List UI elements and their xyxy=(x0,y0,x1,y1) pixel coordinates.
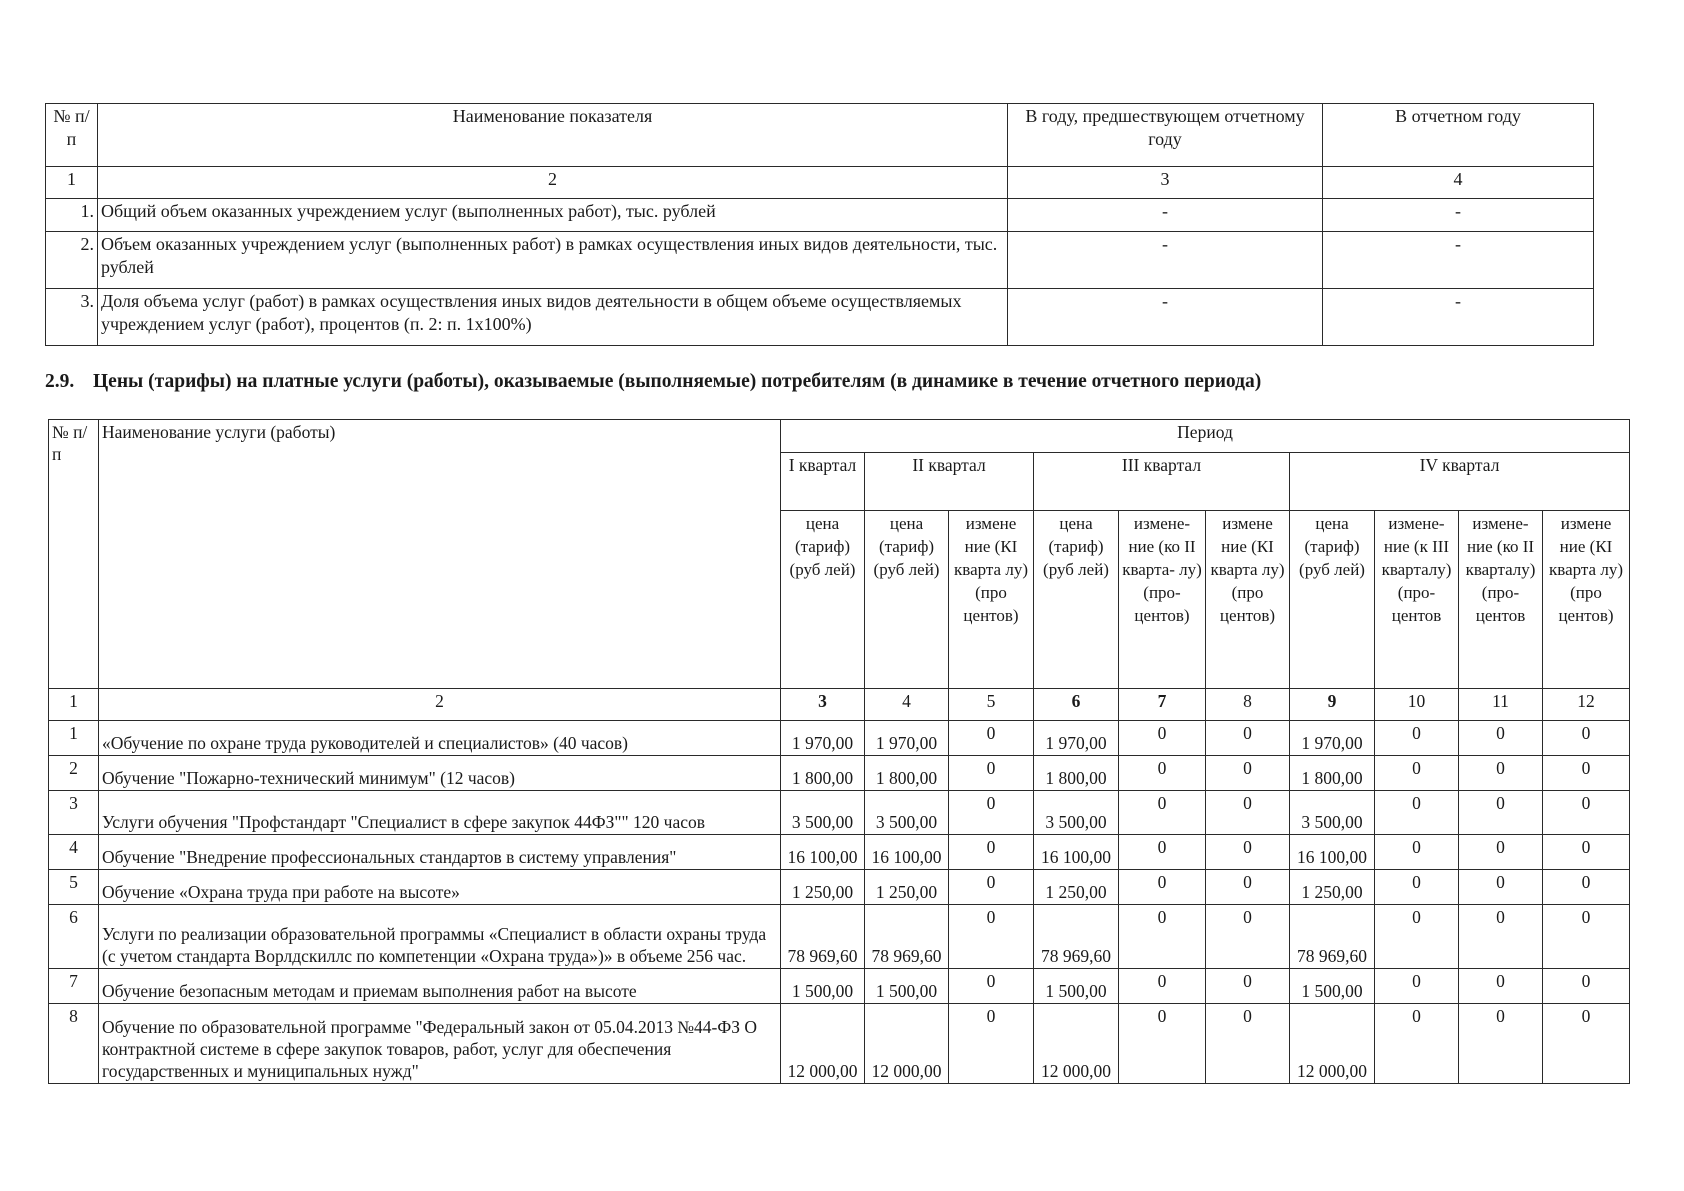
price-q2: 12 000,00 xyxy=(865,1004,949,1084)
change-q4-vs-q1: 0 xyxy=(1543,721,1630,756)
change-q2: 0 xyxy=(949,1004,1034,1084)
service-name: Услуги по реализации образовательной программы «Специалист в области охраны труда (с учетом стандарта Ворлдскиллс по компетенции «Охрана труда»)» в объеме 256 час. xyxy=(99,905,781,969)
row-number: 6 xyxy=(49,905,99,969)
t1-colnum: 3 xyxy=(1008,167,1323,199)
change-q4-vs-q1: 0 xyxy=(1543,756,1630,791)
change-q2: 0 xyxy=(949,791,1034,835)
change-q4-vs-q1: 0 xyxy=(1543,835,1630,870)
change-q4-vs-q3: 0 xyxy=(1375,905,1459,969)
change-q3-vs-q1: 0 xyxy=(1206,1004,1290,1084)
change-q2: 0 xyxy=(949,969,1034,1004)
change-q4-vs-q1: 0 xyxy=(1543,1004,1630,1084)
price-q1: 12 000,00 xyxy=(781,1004,865,1084)
change-q4-vs-q1: 0 xyxy=(1543,905,1630,969)
change-q3-vs-q1: 0 xyxy=(1206,791,1290,835)
table-row xyxy=(49,1004,1630,1084)
service-name: Обучение по образовательной программе "Федеральный закон от 05.04.2013 №44-ФЗ О контрактной системе в сфере закупок товаров, работ, услуг для обеспечения государственных и муниципальных нужд" xyxy=(99,1004,781,1084)
change-q4-vs-q3: 0 xyxy=(1375,870,1459,905)
subheader-price-q3: цена (тариф) (руб лей) xyxy=(1034,511,1119,689)
t2-header-num: № п/п xyxy=(49,420,99,689)
table-row xyxy=(46,232,1594,289)
subheader-change-q2: измене ние (КI кварта лу) (про центов) xyxy=(949,511,1034,689)
t1-header-prev-year: В году, предшествующем отчетному году xyxy=(1008,104,1323,167)
change-q3-vs-q2: 0 xyxy=(1119,756,1206,791)
change-q4-vs-q2: 0 xyxy=(1459,969,1543,1004)
subheader-change-q4-vs-q1: измене ние (КI кварта лу) (про центов) xyxy=(1543,511,1630,689)
price-q2: 3 500,00 xyxy=(865,791,949,835)
service-name: Обучение «Охрана труда при работе на высоте» xyxy=(99,870,781,905)
price-q4: 78 969,60 xyxy=(1290,905,1375,969)
change-q2: 0 xyxy=(949,870,1034,905)
change-q3-vs-q1: 0 xyxy=(1206,835,1290,870)
t1-header-report-year: В отчетном году xyxy=(1323,104,1594,167)
section-title: Цены (тарифы) на платные услуги (работы), оказываемые (выполняемые) потребителям (в динамике в течение отчетного периода) xyxy=(93,371,1262,392)
change-q4-vs-q2: 0 xyxy=(1459,791,1543,835)
report-year-value: - xyxy=(1323,232,1594,289)
t2-colnum-row xyxy=(49,689,1630,721)
t1-colnum: 4 xyxy=(1323,167,1594,199)
price-q4: 16 100,00 xyxy=(1290,835,1375,870)
price-q2: 1 250,00 xyxy=(865,870,949,905)
report-year-value: - xyxy=(1323,199,1594,232)
price-q2: 1 500,00 xyxy=(865,969,949,1004)
t2-colnum: 6 xyxy=(1034,689,1119,721)
price-q3: 78 969,60 xyxy=(1034,905,1119,969)
row-number: 3 xyxy=(49,791,99,835)
t2-colnum: 9 xyxy=(1290,689,1375,721)
row-number: 8 xyxy=(49,1004,99,1084)
change-q4-vs-q3: 0 xyxy=(1375,969,1459,1004)
t2-colnum: 11 xyxy=(1459,689,1543,721)
price-q1: 1 500,00 xyxy=(781,969,865,1004)
subheader-price-q2: цена (тариф) (руб лей) xyxy=(865,511,949,689)
indicators-table xyxy=(45,103,1594,346)
service-name: «Обучение по охране труда руководителей и специалистов» (40 часов) xyxy=(99,721,781,756)
subheader-change-q3-vs-q2: измене- ние (ко II кварта- лу) (про- центов) xyxy=(1119,511,1206,689)
price-q4: 3 500,00 xyxy=(1290,791,1375,835)
price-q1: 1 970,00 xyxy=(781,721,865,756)
table-row xyxy=(49,969,1630,1004)
prev-year-value: - xyxy=(1008,289,1323,346)
t2-colnum: 3 xyxy=(781,689,865,721)
change-q4-vs-q3: 0 xyxy=(1375,791,1459,835)
t2-colnum: 12 xyxy=(1543,689,1630,721)
prices-table-body xyxy=(49,721,1630,1084)
price-q3: 12 000,00 xyxy=(1034,1004,1119,1084)
table-row xyxy=(49,756,1630,791)
change-q4-vs-q2: 0 xyxy=(1459,835,1543,870)
service-name: Обучение "Внедрение профессиональных стандартов в систему управления" xyxy=(99,835,781,870)
prices-table xyxy=(48,419,1630,1084)
t2-colnum: 8 xyxy=(1206,689,1290,721)
change-q4-vs-q1: 0 xyxy=(1543,791,1630,835)
row-number: 2 xyxy=(49,756,99,791)
price-q3: 16 100,00 xyxy=(1034,835,1119,870)
change-q2: 0 xyxy=(949,756,1034,791)
price-q2: 1 970,00 xyxy=(865,721,949,756)
price-q2: 1 800,00 xyxy=(865,756,949,791)
t2-colnum: 4 xyxy=(865,689,949,721)
change-q2: 0 xyxy=(949,721,1034,756)
t2-header-row xyxy=(49,420,1630,453)
change-q2: 0 xyxy=(949,835,1034,870)
row-number: 7 xyxy=(49,969,99,1004)
change-q3-vs-q2: 0 xyxy=(1119,870,1206,905)
price-q1: 16 100,00 xyxy=(781,835,865,870)
service-name: Обучение безопасным методам и приемам выполнения работ на высоте xyxy=(99,969,781,1004)
price-q4: 1 250,00 xyxy=(1290,870,1375,905)
change-q3-vs-q2: 0 xyxy=(1119,1004,1206,1084)
table-row xyxy=(49,870,1630,905)
change-q3-vs-q1: 0 xyxy=(1206,969,1290,1004)
change-q3-vs-q1: 0 xyxy=(1206,721,1290,756)
t2-colnum: 7 xyxy=(1119,689,1206,721)
t2-colnum: 10 xyxy=(1375,689,1459,721)
section-heading xyxy=(45,371,1261,393)
change-q4-vs-q1: 0 xyxy=(1543,870,1630,905)
table-row xyxy=(49,835,1630,870)
t1-header-name: Наименование показателя xyxy=(98,104,1008,167)
change-q3-vs-q1: 0 xyxy=(1206,905,1290,969)
change-q4-vs-q3: 0 xyxy=(1375,721,1459,756)
row-number: 4 xyxy=(49,835,99,870)
price-q1: 78 969,60 xyxy=(781,905,865,969)
price-q4: 1 800,00 xyxy=(1290,756,1375,791)
service-name: Обучение "Пожарно-технический минимум" (12 часов) xyxy=(99,756,781,791)
price-q4: 12 000,00 xyxy=(1290,1004,1375,1084)
row-number: 5 xyxy=(49,870,99,905)
price-q3: 1 800,00 xyxy=(1034,756,1119,791)
price-q3: 1 970,00 xyxy=(1034,721,1119,756)
subheader-price-q4: цена (тариф) (руб лей) xyxy=(1290,511,1375,689)
price-q4: 1 500,00 xyxy=(1290,969,1375,1004)
row-number: 1. xyxy=(46,199,98,232)
change-q4-vs-q3: 0 xyxy=(1375,756,1459,791)
price-q3: 1 500,00 xyxy=(1034,969,1119,1004)
table-row xyxy=(49,721,1630,756)
change-q2: 0 xyxy=(949,905,1034,969)
subheader-change-q4-vs-q2: измене- ние (ко II кварталу) (про- центов xyxy=(1459,511,1543,689)
price-q1: 3 500,00 xyxy=(781,791,865,835)
price-q3: 3 500,00 xyxy=(1034,791,1119,835)
t2-colnum: 5 xyxy=(949,689,1034,721)
quarter-4-header: IV квартал xyxy=(1290,453,1630,511)
price-q3: 1 250,00 xyxy=(1034,870,1119,905)
subheader-price-q1: цена (тариф) (руб лей) xyxy=(781,511,865,689)
change-q4-vs-q2: 0 xyxy=(1459,721,1543,756)
table-row xyxy=(46,289,1594,346)
change-q3-vs-q2: 0 xyxy=(1119,721,1206,756)
t1-header-num: № п/п xyxy=(46,104,98,167)
quarter-1-header: I квартал xyxy=(781,453,865,511)
change-q4-vs-q2: 0 xyxy=(1459,1004,1543,1084)
t1-colnum: 2 xyxy=(98,167,1008,199)
change-q4-vs-q2: 0 xyxy=(1459,756,1543,791)
table1-header-row xyxy=(46,104,1594,167)
change-q3-vs-q1: 0 xyxy=(1206,870,1290,905)
change-q3-vs-q1: 0 xyxy=(1206,756,1290,791)
price-q2: 78 969,60 xyxy=(865,905,949,969)
quarter-3-header: III квартал xyxy=(1034,453,1290,511)
change-q4-vs-q2: 0 xyxy=(1459,905,1543,969)
t1-colnum: 1 xyxy=(46,167,98,199)
change-q4-vs-q2: 0 xyxy=(1459,870,1543,905)
t2-colnum: 1 xyxy=(49,689,99,721)
service-name: Услуги обучения "Профстандарт "Специалист в сфере закупок 44ФЗ"" 120 часов xyxy=(99,791,781,835)
price-q1: 1 800,00 xyxy=(781,756,865,791)
indicator-name: Общий объем оказанных учреждением услуг (выполненных работ), тыс. рублей xyxy=(98,199,1008,232)
price-q4: 1 970,00 xyxy=(1290,721,1375,756)
row-number: 1 xyxy=(49,721,99,756)
indicator-name: Объем оказанных учреждением услуг (выполненных работ) в рамках осуществления иных видов деятельности, тыс. рублей xyxy=(98,232,1008,289)
table-row xyxy=(49,905,1630,969)
change-q4-vs-q3: 0 xyxy=(1375,1004,1459,1084)
prev-year-value: - xyxy=(1008,199,1323,232)
prev-year-value: - xyxy=(1008,232,1323,289)
change-q3-vs-q2: 0 xyxy=(1119,835,1206,870)
subheader-change-q3-vs-q1: измене ние (КI кварта лу) (про центов) xyxy=(1206,511,1290,689)
change-q3-vs-q2: 0 xyxy=(1119,969,1206,1004)
t2-header-period: Период xyxy=(781,420,1630,453)
change-q3-vs-q2: 0 xyxy=(1119,905,1206,969)
row-number: 2. xyxy=(46,232,98,289)
row-number: 3. xyxy=(46,289,98,346)
section-number: 2.9. xyxy=(45,371,75,392)
table-row xyxy=(49,791,1630,835)
change-q3-vs-q2: 0 xyxy=(1119,791,1206,835)
quarter-2-header: II квартал xyxy=(865,453,1034,511)
change-q4-vs-q1: 0 xyxy=(1543,969,1630,1004)
subheader-change-q4-vs-q3: измене- ние (к III кварталу) (про- центов xyxy=(1375,511,1459,689)
price-q2: 16 100,00 xyxy=(865,835,949,870)
table-row xyxy=(46,199,1594,232)
table1-colnum-row xyxy=(46,167,1594,199)
t2-header-name: Наименование услуги (работы) xyxy=(99,420,781,689)
t2-colnum: 2 xyxy=(99,689,781,721)
price-q1: 1 250,00 xyxy=(781,870,865,905)
report-year-value: - xyxy=(1323,289,1594,346)
change-q4-vs-q3: 0 xyxy=(1375,835,1459,870)
indicator-name: Доля объема услуг (работ) в рамках осуществления иных видов деятельности в общем объеме осуществляемых учреждением услуг (работ), процентов (п. 2: п. 1x100%) xyxy=(98,289,1008,346)
